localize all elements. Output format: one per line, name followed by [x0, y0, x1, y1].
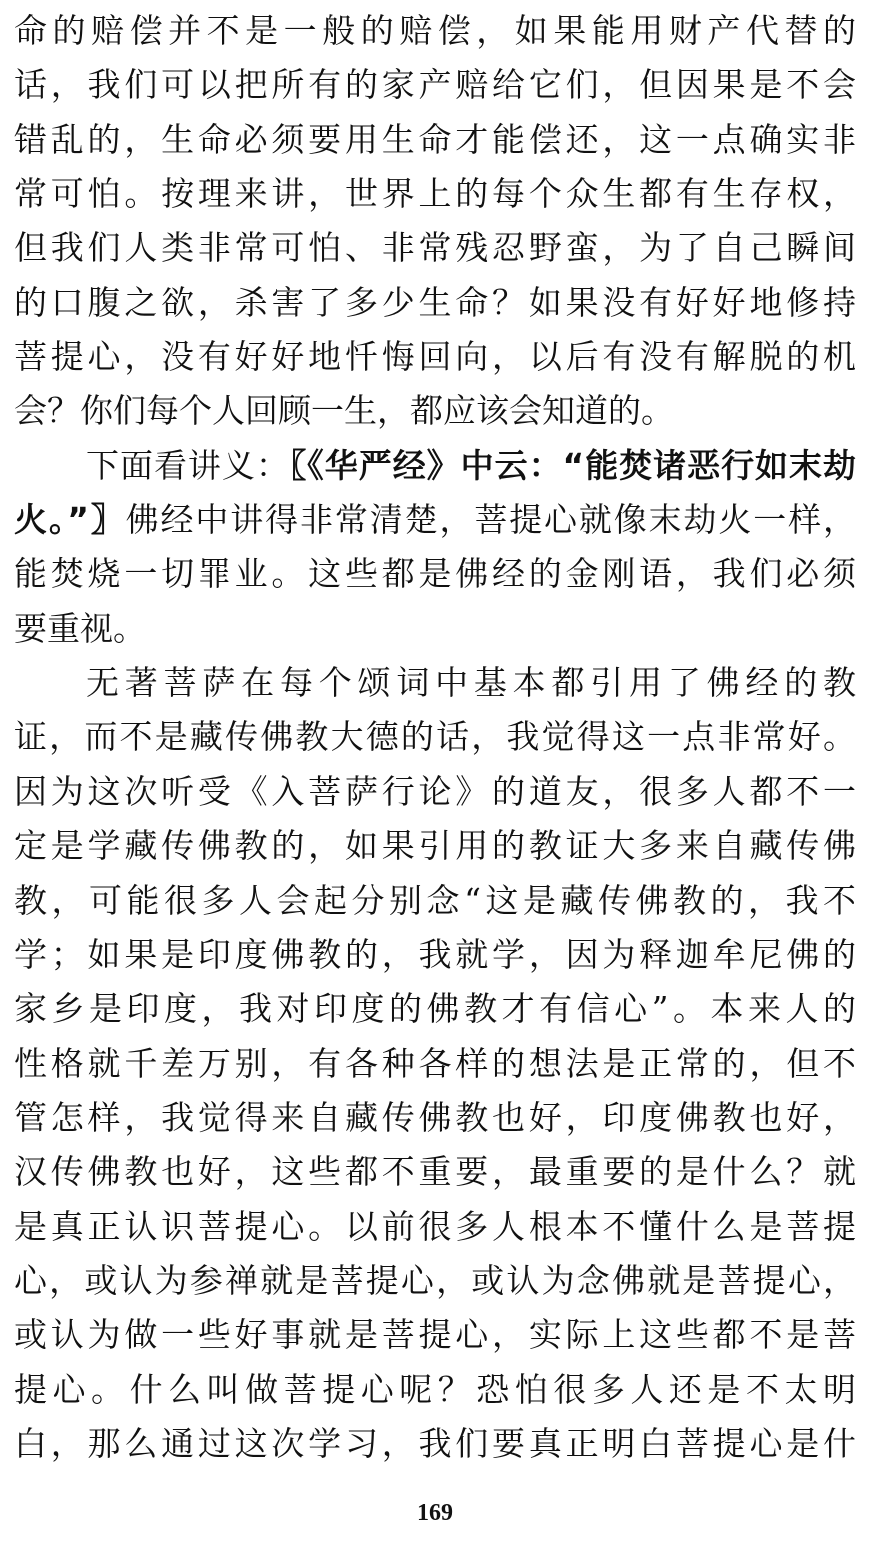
- text-line: 汉传佛教也好，这些都不重要，最重要的是什么？就: [14, 1152, 856, 1192]
- text-line: 性格就千差万别，有各种各样的想法是正常的，但不: [14, 1043, 856, 1083]
- text-line: 错乱的，生命必须要用生命才能偿还，这一点确实非: [14, 119, 856, 159]
- text-line: 心，或认为参禅就是菩提心，或认为念佛就是菩提心，: [14, 1260, 856, 1300]
- text-line: 白，那么通过这次学习，我们要真正明白菩提心是什: [14, 1423, 856, 1463]
- text-line: 无著菩萨在每个颂词中基本都引用了佛经的教: [86, 663, 856, 703]
- commentary-text: 佛经中讲得非常清楚，菩提心就像末劫火一样，: [125, 500, 856, 540]
- text-line: 因为这次听受《入菩萨行论》的道友，很多人都不一: [14, 771, 856, 811]
- text-line: 会？你们每个人回顾一生，都应该会知道的。: [14, 391, 674, 431]
- text-line: 的口腹之欲，杀害了多少生命？如果没有好好地修持: [14, 282, 856, 322]
- text-line: 管怎样，我觉得来自藏传佛教也好，印度佛教也好，: [14, 1097, 856, 1137]
- text-line: 但我们人类非常可怕、非常残忍野蛮，为了自己瞬间: [14, 228, 856, 268]
- text-line: 定是学藏传佛教的，如果引用的教证大多来自藏传佛: [14, 826, 856, 866]
- page-number: 169: [417, 1500, 453, 1526]
- text-line: 提心。什么叫做菩提心呢？恐怕很多人还是不太明: [14, 1369, 856, 1409]
- text-line: 命的赔偿并不是一般的赔偿，如果能用财产代替的: [14, 11, 856, 50]
- text-line: 学；如果是印度佛教的，我就学，因为释迦牟尼佛的: [14, 934, 856, 974]
- lecture-notes-prefix: 下面看讲义：: [86, 445, 290, 485]
- sutra-quote: 〖《华严经》中云：“能焚诸恶行如末劫: [289, 445, 856, 485]
- text-line: 话，我们可以把所有的家产赔给它们，但因果是不会: [14, 65, 856, 105]
- text-line: 是真正认识菩提心。以前很多人根本不懂什么是菩提: [14, 1206, 856, 1246]
- text-line: 教，可能很多人会起分别念“这是藏传佛教的，我不: [14, 880, 856, 920]
- paragraph-3: [14, 656, 856, 1471]
- sutra-quote-end: 火。”〗: [14, 500, 126, 540]
- paragraph-2: [14, 439, 856, 656]
- page-body: [14, 4, 856, 1471]
- text-line: 常可怕。按理来讲，世界上的每个众生都有生存权，: [14, 174, 856, 214]
- text-line: 要重视。: [14, 608, 146, 648]
- text-line: 或认为做一些好事就是菩提心，实际上这些都不是菩: [14, 1315, 856, 1355]
- text-line: [14, 439, 856, 493]
- text-line: 家乡是印度，我对印度的佛教才有信心”。本来人的: [14, 989, 856, 1029]
- paragraph-1: [14, 4, 856, 439]
- text-line: 菩提心，没有好好地忏悔回向，以后有没有解脱的机: [14, 337, 856, 377]
- text-line: [14, 493, 856, 547]
- text-line: 证，而不是藏传佛教大德的话，我觉得这一点非常好。: [14, 717, 856, 757]
- text-line: 能焚烧一切罪业。这些都是佛经的金刚语，我们必须: [14, 554, 856, 594]
